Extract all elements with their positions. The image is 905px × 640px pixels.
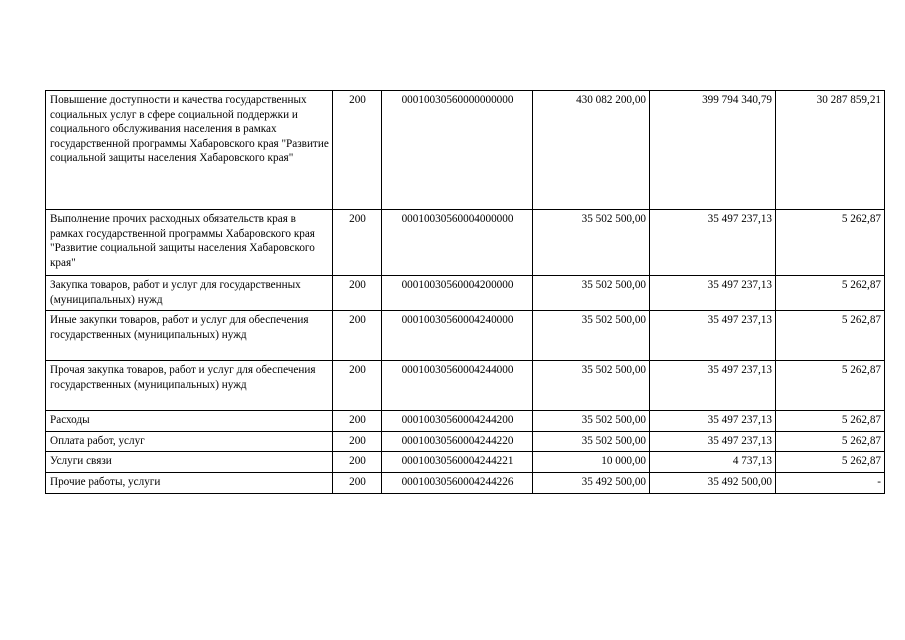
row-kbk-cell: 00010030560004244200 — [382, 411, 533, 432]
row-approved-cell: 35 492 500,00 — [533, 472, 650, 493]
row-remaining-cell: 5 262,87 — [776, 452, 885, 473]
row-kbk-cell: 00010030560004244000 — [382, 361, 533, 411]
row-remaining-cell: 5 262,87 — [776, 431, 885, 452]
row-remaining-cell: 5 262,87 — [776, 311, 885, 361]
row-name-cell: Выполнение прочих расходных обязательств края в рамках государственной программы Хабаровского края "Развитие социальной защиты населения Хабаровского края" — [46, 210, 333, 276]
row-approved-cell: 35 502 500,00 — [533, 411, 650, 432]
row-executed-cell: 35 497 237,13 — [650, 431, 776, 452]
row-remaining-cell: 30 287 859,21 — [776, 91, 885, 210]
row-executed-cell: 35 497 237,13 — [650, 210, 776, 276]
row-executed-cell: 35 497 237,13 — [650, 311, 776, 361]
table-row — [46, 411, 885, 432]
row-executed-cell: 399 794 340,79 — [650, 91, 776, 210]
row-approved-cell: 35 502 500,00 — [533, 210, 650, 276]
row-name-cell: Услуги связи — [46, 452, 333, 473]
row-approved-cell: 35 502 500,00 — [533, 311, 650, 361]
row-code-cell: 200 — [333, 361, 382, 411]
table-row — [46, 431, 885, 452]
row-name-cell: Прочие работы, услуги — [46, 472, 333, 493]
row-name-cell: Прочая закупка товаров, работ и услуг для обеспечения государственных (муниципальных) нужд — [46, 361, 333, 411]
row-code-cell: 200 — [333, 276, 382, 311]
row-executed-cell: 35 497 237,13 — [650, 276, 776, 311]
budget-execution-table — [45, 90, 885, 494]
row-approved-cell: 10 000,00 — [533, 452, 650, 473]
row-executed-cell: 4 737,13 — [650, 452, 776, 473]
row-code-cell: 200 — [333, 210, 382, 276]
row-kbk-cell: 00010030560004000000 — [382, 210, 533, 276]
row-remaining-cell: - — [776, 472, 885, 493]
row-remaining-cell: 5 262,87 — [776, 361, 885, 411]
row-kbk-cell: 00010030560004200000 — [382, 276, 533, 311]
row-kbk-cell: 00010030560004244220 — [382, 431, 533, 452]
row-approved-cell: 430 082 200,00 — [533, 91, 650, 210]
row-name-cell: Повышение доступности и качества государственных социальных услуг в сфере социальной поддержки и социального обслуживания населения в рамках государственной программы Хабаровского края "Развитие социальной защиты населения Хабаровского края" — [46, 91, 333, 210]
row-kbk-cell: 00010030560004244221 — [382, 452, 533, 473]
row-executed-cell: 35 492 500,00 — [650, 472, 776, 493]
row-kbk-cell: 00010030560004240000 — [382, 311, 533, 361]
table-row — [46, 472, 885, 493]
row-name-cell: Закупка товаров, работ и услуг для государственных (муниципальных) нужд — [46, 276, 333, 311]
row-kbk-cell: 00010030560004244226 — [382, 472, 533, 493]
row-code-cell: 200 — [333, 411, 382, 432]
row-approved-cell: 35 502 500,00 — [533, 276, 650, 311]
row-code-cell: 200 — [333, 311, 382, 361]
table-row — [46, 210, 885, 276]
row-executed-cell: 35 497 237,13 — [650, 361, 776, 411]
row-kbk-cell: 00010030560000000000 — [382, 91, 533, 210]
row-code-cell: 200 — [333, 91, 382, 210]
row-name-cell: Оплата работ, услуг — [46, 431, 333, 452]
row-remaining-cell: 5 262,87 — [776, 276, 885, 311]
row-approved-cell: 35 502 500,00 — [533, 361, 650, 411]
table-row — [46, 361, 885, 411]
row-remaining-cell: 5 262,87 — [776, 210, 885, 276]
table-row — [46, 276, 885, 311]
row-remaining-cell: 5 262,87 — [776, 411, 885, 432]
row-name-cell: Расходы — [46, 411, 333, 432]
row-name-cell: Иные закупки товаров, работ и услуг для обеспечения государственных (муниципальных) нужд — [46, 311, 333, 361]
row-executed-cell: 35 497 237,13 — [650, 411, 776, 432]
row-code-cell: 200 — [333, 472, 382, 493]
table-row — [46, 91, 885, 210]
table-row — [46, 452, 885, 473]
row-code-cell: 200 — [333, 452, 382, 473]
table-row — [46, 311, 885, 361]
row-approved-cell: 35 502 500,00 — [533, 431, 650, 452]
row-code-cell: 200 — [333, 431, 382, 452]
